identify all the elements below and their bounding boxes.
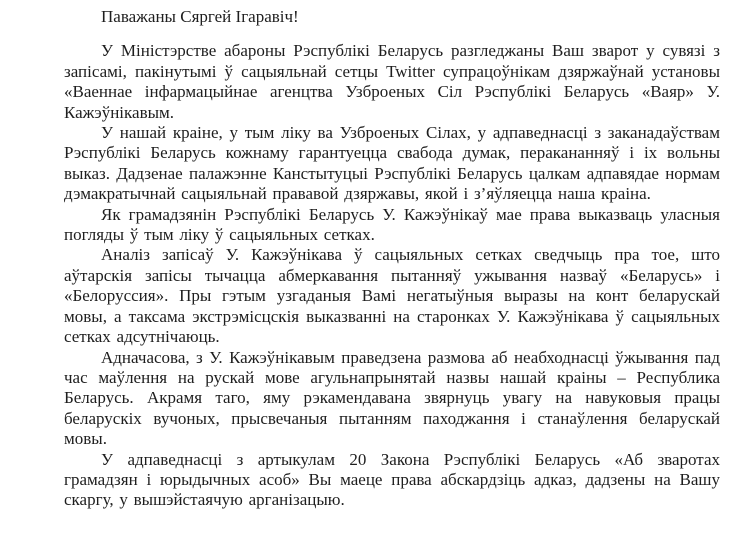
salutation: Паважаны Сяргей Ігаравіч! [101, 7, 299, 26]
paragraph-conversation-held: Адначасова, з У. Кажэўнікавым праведзена размова аб неабходнасці ўжывання пад час маўлення на рускай мове агульнапрынятай назвы нашай краіны – Республика Беларусь. Акрамя таго, яму рэкамендавана звярнуць увагу на навуковыя працы беларускіх вучоных, прысвечаныя пытанням паходжання і станаўлення беларускай мовы. [64, 347, 720, 449]
paragraph-analysis-of-posts: Аналіз запісаў У. Кажэўнікава ў сацыяльных сетках сведчыць пра тое, што аўтарскія запісы тычацца абмеркавання пытанняў ужывання назваў «Беларусь» і «Белоруссия». Пры гэтым узгаданыя Вамі негатыўныя выразы на конт беларускай мовы, а таксама экстрэмісцскія выказванні на старонках У. Кажэўнікава ў сацыяльных сетках адсутнічаюць. [64, 245, 720, 347]
paragraph-appeal-law-article-20: У адпаведнасці з артыкулам 20 Закона Рэспублікі Беларусь «Аб зваротах грамадзян і юрыдычных асоб» Вы маеце права абскардзіць адказ, дадзены на Вашу скаргу, у вышэйстаячую арганізацыю. [64, 449, 720, 510]
paragraph-freedom-of-opinion: У нашай краіне, у тым ліку ва Узброеных Сілах, у адпаведнасці з заканадаўствам Рэспублікі Беларусь кожнаму гарантуецца свабода думак, перакананняў і іх вольны выказ. Дадзенае палажэнне Канстытуцыі Рэспублікі Беларусь цалкам адпавядае нормам дэмакратычнай сацыяльнай прававой дзяржавы, якой і з’яўляецца наша краіна. [64, 123, 720, 204]
paragraph-citizen-rights: Як грамадзянін Рэспублікі Беларусь У. Кажэўнікаў мае права выказваць уласныя погляды ў тым ліку ў сацыяльных сетках. [64, 204, 720, 245]
paragraph-appeal-reviewed: У Міністэрстве абароны Рэспублікі Беларусь разгледжаны Ваш зварот у сувязі з запісамі, пакінутымі ў сацыяльнай сетцы Twitter супрацоўнікам дзяржаўнай установы «Ваеннае інфармацыйнае агенцтва Узброеных Сіл Рэспублікі Беларусь «Ваяр» У. Кажэўнікавым. [64, 41, 720, 122]
letter-body [64, 7, 720, 511]
